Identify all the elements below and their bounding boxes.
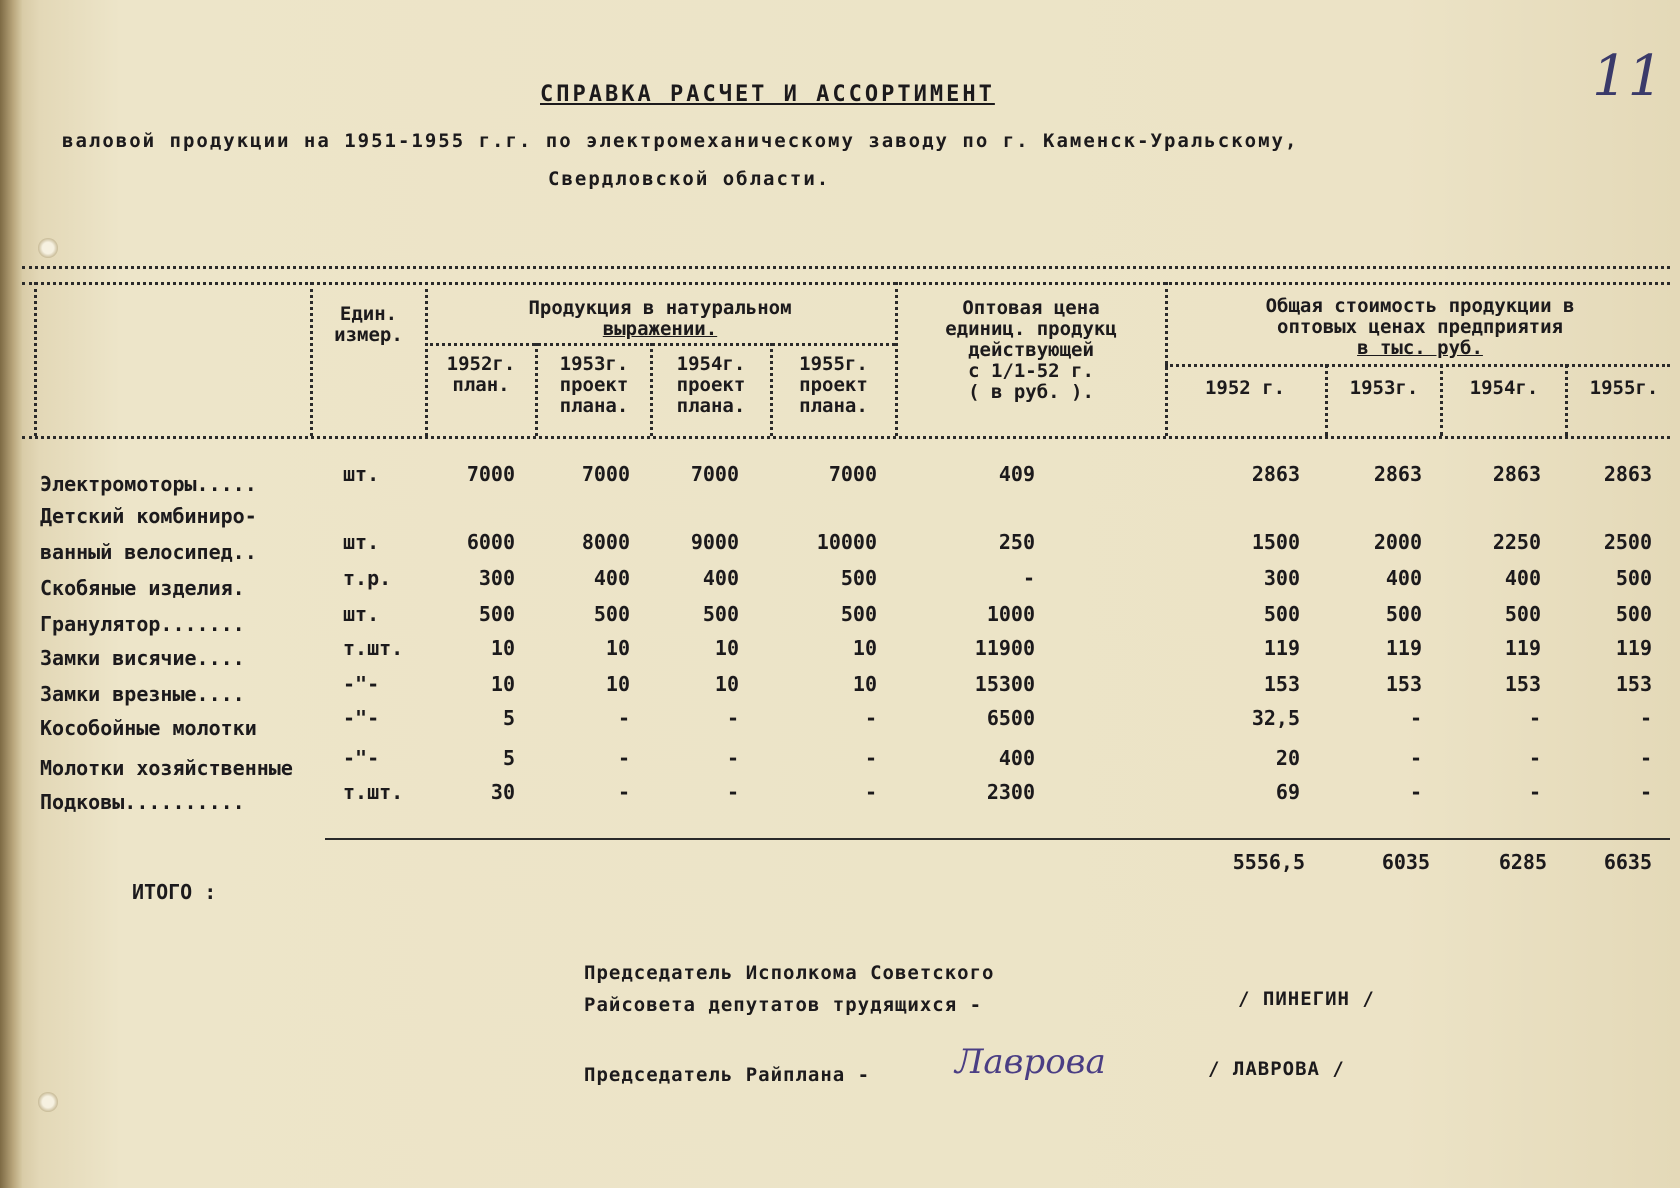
cell-natural-1952: 500	[478, 602, 515, 626]
cell-total-1954: 400	[1504, 566, 1541, 590]
cell-natural-1955: 500	[840, 602, 877, 626]
punch-hole	[38, 238, 58, 258]
header-sub-rule	[1165, 364, 1670, 367]
cell-total-1952: 153	[1263, 672, 1300, 696]
table-header-rule	[22, 436, 1670, 439]
signatory-name: / ПИНЕГИН /	[1238, 988, 1375, 1010]
cell-total-1954: -	[1528, 706, 1541, 730]
header-unit: Един. измер.	[334, 303, 403, 346]
cell-natural-1955: -	[864, 780, 877, 804]
total-1952: 5556,5	[1232, 850, 1305, 874]
column-divider	[1325, 364, 1328, 436]
cell-total-1953: 153	[1385, 672, 1422, 696]
header-price: Оптовая цена единиц. продукц действующей с 1/1-52 г. ( в руб. ).	[945, 297, 1117, 403]
column-divider	[770, 343, 773, 436]
column-divider	[1165, 282, 1168, 436]
cell-unit: т.р.	[343, 566, 392, 590]
cell-natural-1953: 10	[605, 672, 630, 696]
cell-total-1952: 2863	[1251, 462, 1300, 486]
cell-natural-1953: -	[617, 706, 630, 730]
cell-total-1952: 300	[1263, 566, 1300, 590]
cell-total-1955: 2863	[1603, 462, 1652, 486]
table-top-rule	[22, 282, 1670, 285]
cell-natural-1954: -	[726, 746, 739, 770]
cell-natural-1952: 300	[478, 566, 515, 590]
cell-total-1953: -	[1409, 746, 1422, 770]
cell-natural-1955: -	[864, 706, 877, 730]
header-natural: Продукция в натуральном выражении.	[528, 297, 792, 340]
cell-price: 1000	[986, 602, 1035, 626]
cell-total-1955: -	[1639, 780, 1652, 804]
column-divider	[425, 282, 428, 436]
cell-natural-1955: 10	[852, 672, 877, 696]
cell-natural-1954: -	[726, 706, 739, 730]
cell-product-name: Замки врезные....	[40, 682, 245, 706]
cell-total-1954: 153	[1504, 672, 1541, 696]
cell-total-1952: 32,5	[1251, 706, 1300, 730]
total-1955: 6635	[1603, 850, 1652, 874]
cell-product-name: Молотки хозяйственные	[40, 756, 293, 780]
cell-natural-1955: 10000	[816, 530, 877, 554]
cell-unit: шт.	[343, 530, 380, 554]
cell-product-name: Электромоторы.....	[40, 472, 257, 496]
cell-unit: шт.	[343, 462, 380, 486]
header-natural-1953: 1953г. проект плана.	[559, 353, 629, 417]
page-number: 11	[1592, 44, 1664, 109]
header-total-cost: Общая стоимость продукции в оптовых ценах предприятия в тыс. руб.	[1265, 295, 1575, 359]
signature-title: Райсовета депутатов трудящихся -	[584, 994, 983, 1016]
cell-natural-1954: 10	[714, 672, 739, 696]
cell-natural-1953: -	[617, 746, 630, 770]
cell-total-1955: 153	[1615, 672, 1652, 696]
total-label: ИТОГО :	[132, 880, 217, 904]
header-total-1954: 1954г.	[1469, 377, 1539, 399]
column-divider	[1565, 364, 1568, 436]
cell-total-1953: 2863	[1373, 462, 1422, 486]
cell-total-1955: -	[1639, 746, 1652, 770]
column-divider	[1440, 364, 1443, 436]
cell-unit: т.шт.	[343, 780, 404, 804]
cell-total-1953: -	[1409, 780, 1422, 804]
cell-total-1952: 119	[1263, 636, 1300, 660]
cell-total-1954: 2863	[1492, 462, 1541, 486]
cell-total-1954: -	[1528, 780, 1541, 804]
cell-product-name: Замки висячие....	[40, 646, 245, 670]
document-subtitle-line2: Свердловской области.	[548, 168, 831, 190]
cell-natural-1952: 6000	[466, 530, 515, 554]
header-total-1953: 1953г.	[1349, 377, 1419, 399]
total-rule	[325, 838, 1670, 840]
cell-product-name: Гранулятор.......	[40, 612, 245, 636]
cell-product-name: Скобяные изделия.	[40, 576, 245, 600]
cell-total-1952: 1500	[1251, 530, 1300, 554]
cell-total-1955: 500	[1615, 566, 1652, 590]
cell-total-1955: 500	[1615, 602, 1652, 626]
cell-total-1953: 2000	[1373, 530, 1422, 554]
cell-natural-1954: 7000	[690, 462, 739, 486]
cell-total-1952: 69	[1275, 780, 1300, 804]
cell-price: 6500	[986, 706, 1035, 730]
cell-natural-1952: 30	[490, 780, 515, 804]
signature-title: Председатель Исполкома Советского	[584, 962, 995, 984]
cell-total-1954: -	[1528, 746, 1541, 770]
cell-total-1955: -	[1639, 706, 1652, 730]
cell-natural-1953: 400	[593, 566, 630, 590]
cell-natural-1953: 8000	[581, 530, 630, 554]
cell-natural-1952: 5	[502, 746, 515, 770]
signature-title: Председатель Райплана -	[584, 1064, 871, 1086]
cell-unit: шт.	[343, 602, 380, 626]
cell-product-name: Подковы..........	[40, 790, 245, 814]
cell-total-1954: 119	[1504, 636, 1541, 660]
header-natural-1952: 1952г. план.	[446, 353, 516, 396]
cell-price: 15300	[974, 672, 1035, 696]
header-natural-1955: 1955г. проект плана.	[799, 353, 868, 417]
signatory-name: / ЛАВРОВА /	[1208, 1058, 1345, 1080]
cell-natural-1953: 10	[605, 636, 630, 660]
cell-natural-1955: 10	[852, 636, 877, 660]
cell-natural-1953: 7000	[581, 462, 630, 486]
cell-product-name: ванный велосипед..	[40, 540, 257, 564]
cell-total-1955: 119	[1615, 636, 1652, 660]
column-divider	[535, 343, 538, 436]
cell-total-1952: 500	[1263, 602, 1300, 626]
column-divider	[34, 282, 37, 436]
cell-total-1954: 2250	[1492, 530, 1541, 554]
cell-natural-1954: 10	[714, 636, 739, 660]
table-top-rule	[22, 266, 1670, 269]
cell-natural-1952: 7000	[466, 462, 515, 486]
header-total-1952: 1952 г.	[1204, 377, 1286, 399]
total-1953: 6035	[1381, 850, 1430, 874]
cell-total-1953: 119	[1385, 636, 1422, 660]
cell-price: 2300	[986, 780, 1035, 804]
cell-total-1955: 2500	[1603, 530, 1652, 554]
header-sub-rule	[425, 343, 895, 346]
cell-product-name: Детский комбиниро-	[40, 504, 257, 528]
cell-natural-1953: 500	[593, 602, 630, 626]
cell-natural-1954: 400	[702, 566, 739, 590]
column-divider	[895, 282, 898, 436]
cell-natural-1954: -	[726, 780, 739, 804]
cell-natural-1954: 500	[702, 602, 739, 626]
cell-total-1952: 20	[1275, 746, 1300, 770]
cell-price: 250	[998, 530, 1035, 554]
cell-unit: -"-	[343, 672, 380, 696]
handwritten-signature: Лаврова	[955, 1042, 1106, 1082]
cell-natural-1954: 9000	[690, 530, 739, 554]
cell-unit: т.шт.	[343, 636, 404, 660]
cell-natural-1952: 10	[490, 672, 515, 696]
cell-product-name: Кособойные молотки	[40, 716, 257, 740]
header-total-1955: 1955г.	[1589, 377, 1659, 399]
cell-natural-1955: 7000	[828, 462, 877, 486]
document-title: СПРАВКА РАСЧЕТ И АССОРТИМЕНТ	[540, 82, 995, 107]
cell-natural-1952: 5	[502, 706, 515, 730]
cell-natural-1955: -	[864, 746, 877, 770]
punch-hole	[38, 1092, 58, 1112]
cell-price: 409	[998, 462, 1035, 486]
cell-unit: -"-	[343, 706, 380, 730]
cell-price: 11900	[974, 636, 1035, 660]
cell-price: -	[1022, 566, 1035, 590]
cell-total-1953: -	[1409, 706, 1422, 730]
document-subtitle: валовой продукции на 1951-1955 г.г. по электромеханическому заводу по г. Каменск-Уральскому,	[62, 130, 1299, 152]
cell-natural-1952: 10	[490, 636, 515, 660]
cell-price: 400	[998, 746, 1035, 770]
cell-total-1953: 500	[1385, 602, 1422, 626]
cell-total-1953: 400	[1385, 566, 1422, 590]
cell-total-1954: 500	[1504, 602, 1541, 626]
cell-unit: -"-	[343, 746, 380, 770]
total-1954: 6285	[1498, 850, 1547, 874]
binding-edge	[0, 0, 22, 1188]
column-divider	[650, 343, 653, 436]
cell-natural-1955: 500	[840, 566, 877, 590]
cell-natural-1953: -	[617, 780, 630, 804]
header-natural-1954: 1954г. проект плана.	[676, 353, 746, 417]
column-divider	[310, 282, 313, 436]
